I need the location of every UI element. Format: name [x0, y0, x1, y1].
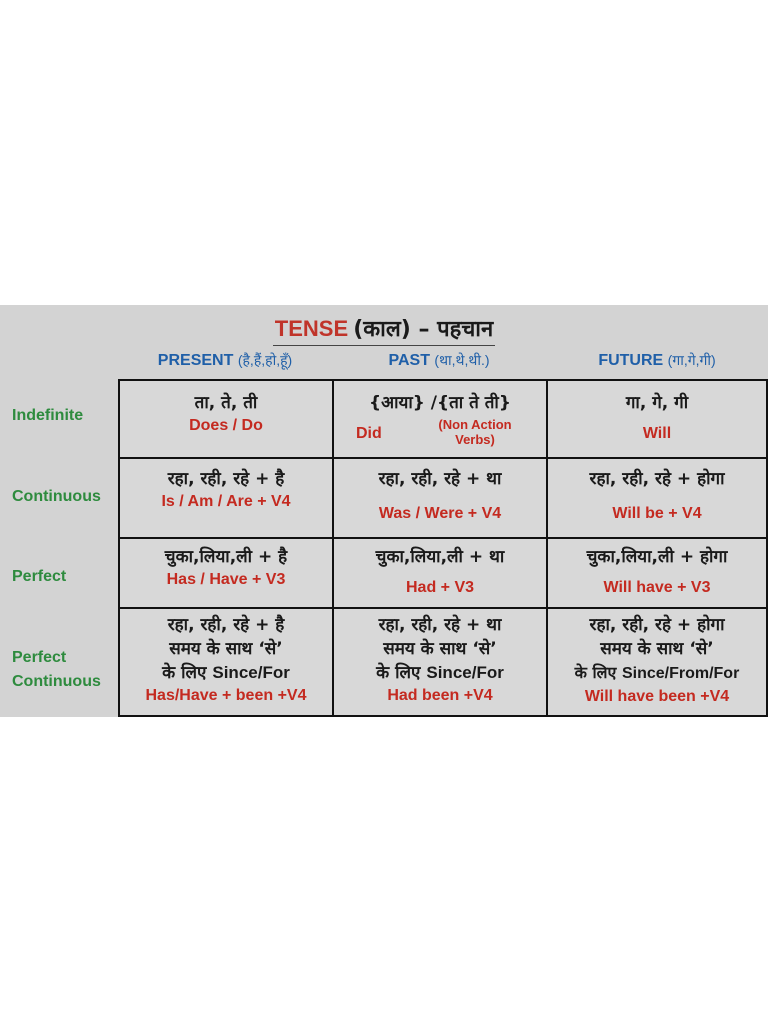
cell-english: Had been +V4	[387, 687, 493, 704]
cell-english: Will	[642, 425, 672, 442]
cell-perfect-continuous-past	[332, 607, 548, 717]
cell-hindi: चुका,लिया,ली + होगा	[586, 547, 728, 567]
cell-indefinite-future	[546, 379, 768, 459]
column-header-past	[332, 351, 546, 370]
cell-hindi-line1: रहा, रही, रहे + है	[167, 615, 285, 635]
cell-hindi-line3-en: Since/For	[212, 663, 290, 682]
cell-continuous-future	[546, 457, 768, 539]
cell-indefinite-past	[332, 379, 548, 459]
row-label-perfect-continuous-line2: Continuous	[12, 673, 101, 690]
title-hindi: (काल) – पहचान	[353, 317, 494, 342]
cell-hindi-line1: रहा, रही, रहे + था	[378, 615, 502, 635]
cell-perfect-past	[332, 537, 548, 609]
cell-hindi: {आया} /{ता ते ती}	[369, 393, 511, 413]
column-header-past-hi: (था,थे,थी.)	[434, 352, 490, 368]
cell-hindi-line3	[548, 661, 766, 686]
cell-hindi-line2: समय के साथ ‘से’	[383, 639, 497, 659]
row-label-perfect: Perfect	[12, 568, 67, 585]
cell-continuous-past	[332, 457, 548, 539]
cell-english: Has/Have + been +V4	[145, 687, 307, 704]
cell-hindi: चुका,लिया,ली + था	[375, 547, 505, 567]
cell-hindi-line3-hi: के लिए	[162, 663, 207, 683]
cell-perfect-continuous-present	[118, 607, 334, 717]
row-label-perfect-continuous-line1: Perfect	[12, 649, 67, 666]
row-label-perfect-continuous	[12, 646, 101, 694]
column-header-future-en: FUTURE	[598, 352, 664, 369]
cell-english: Was / Were + V4	[378, 505, 502, 522]
cell-english: Will be + V4	[612, 505, 702, 522]
cell-hindi-line1: रहा, रही, रहे + होगा	[589, 615, 725, 635]
cell-hindi: रहा, रही, रहे + होगा	[589, 469, 725, 489]
cell-hindi-line2: समय के साथ ‘से’	[169, 639, 283, 659]
cell-hindi-line3-hi: के लिए	[376, 663, 421, 683]
column-header-future-hi: (गा,गे,गी)	[667, 352, 716, 368]
column-header-present-hi: (है,हैं,हो,हूँ)	[237, 352, 293, 368]
row-label-continuous: Continuous	[12, 488, 101, 505]
cell-hindi: रहा, रही, रहे + है	[167, 469, 285, 489]
cell-english: Had + V3	[405, 579, 475, 596]
cell-continuous-present	[118, 457, 334, 539]
cell-english: Is / Am / Are + V4	[161, 493, 291, 510]
cell-perfect-future	[546, 537, 768, 609]
cell-english-row	[334, 415, 546, 455]
cell-english: Does / Do	[189, 417, 263, 434]
cell-hindi-line3-en: Since/From/For	[621, 665, 740, 682]
cell-hindi-line3	[120, 661, 332, 685]
cell-hindi: ता, ते, ती	[194, 393, 258, 413]
cell-hindi: चुका,लिया,ली + है	[164, 547, 288, 567]
title-english: TENSE	[274, 316, 349, 341]
cell-perfect-present	[118, 537, 334, 609]
cell-perfect-continuous-future	[546, 607, 768, 717]
cell-hindi-line3-en: Since/For	[426, 663, 504, 682]
tense-chart	[0, 305, 768, 717]
cell-hindi: रहा, रही, रहे + था	[378, 469, 502, 489]
column-header-present-en: PRESENT	[157, 352, 234, 369]
column-header-past-en: PAST	[388, 352, 430, 369]
cell-hindi: गा, गे, गी	[625, 393, 689, 413]
cell-hindi-line3	[334, 661, 546, 685]
column-header-future	[546, 351, 768, 370]
cell-hindi-line2: समय के साथ ‘से’	[600, 639, 714, 659]
cell-indefinite-present	[118, 379, 334, 459]
cell-english: Has / Have + V3	[166, 571, 286, 588]
cell-english: Will have been +V4	[584, 688, 730, 705]
title-underline	[273, 313, 495, 346]
chart-title	[0, 313, 768, 346]
cell-english: Will have + V3	[603, 579, 711, 596]
tense-grid	[118, 379, 768, 717]
cell-hindi-line3-hi: के लिए	[574, 663, 617, 682]
cell-english: Did	[356, 425, 382, 442]
column-header-present	[118, 351, 332, 370]
row-label-indefinite: Indefinite	[12, 407, 84, 424]
cell-note: (Non Action Verbs)	[438, 417, 512, 447]
